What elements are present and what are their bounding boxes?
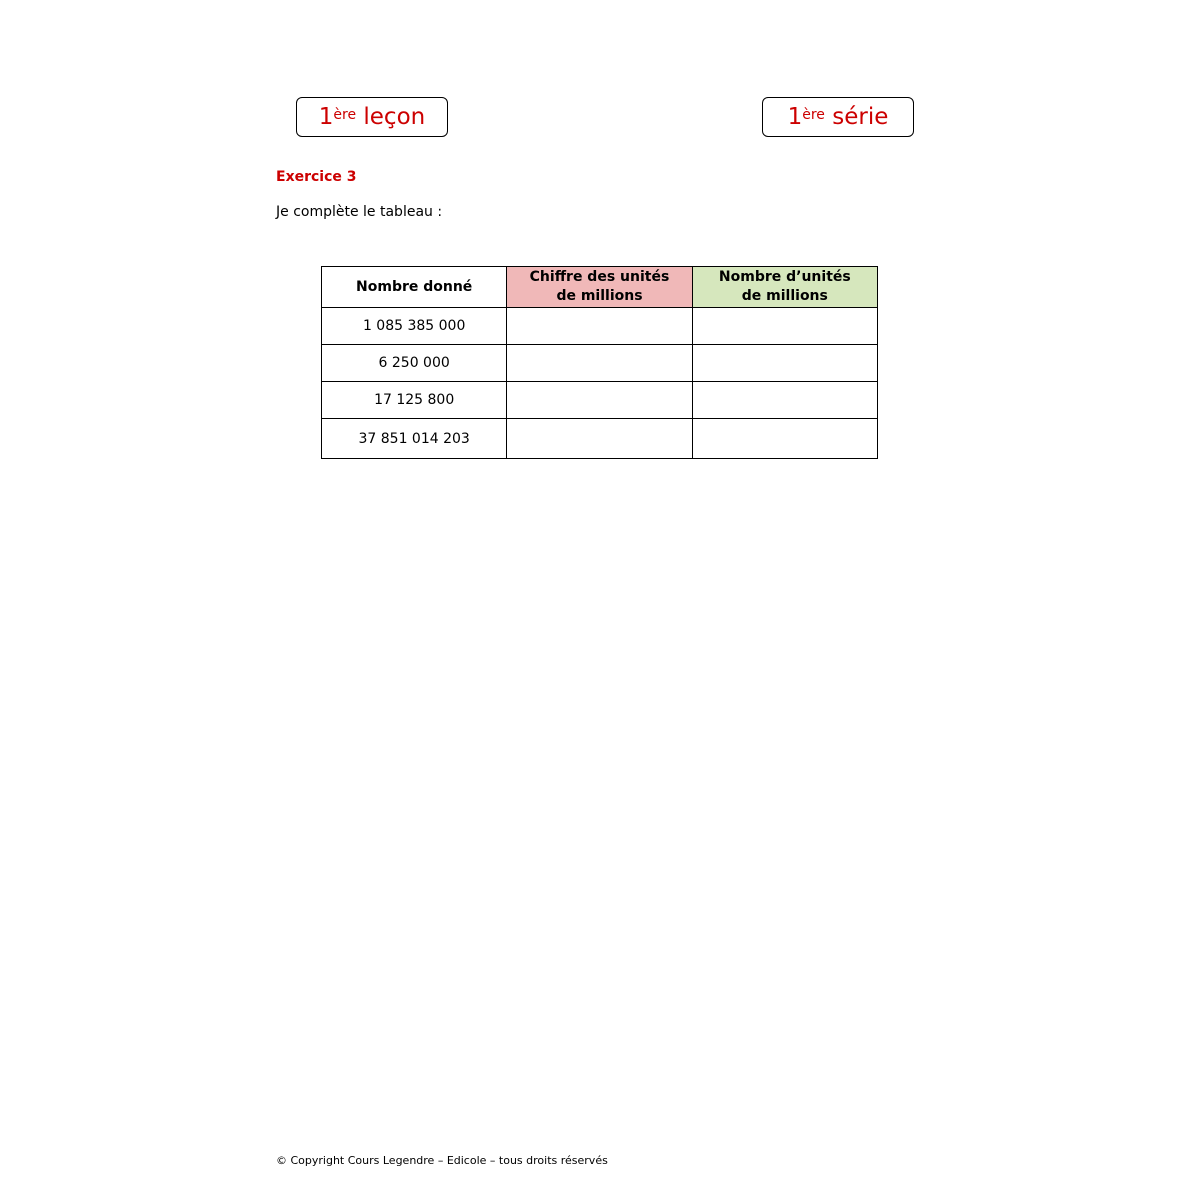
exercise-instruction: Je complète le tableau : <box>276 204 443 220</box>
millions-digit-answer-cell[interactable] <box>507 382 692 419</box>
series-label: série <box>832 104 889 130</box>
table-row <box>322 308 878 345</box>
millions-digit-answer-cell[interactable] <box>507 308 692 345</box>
given-number-cell: 6 250 000 <box>322 345 507 382</box>
header-given-number-label: Nombre donné <box>356 278 473 295</box>
lesson-suffix: ère <box>333 107 357 123</box>
millions-count-answer-cell[interactable] <box>692 345 877 382</box>
copyright-footer: © Copyright Cours Legendre – Edicole – tous droits réservés <box>276 1154 608 1167</box>
given-number-cell: 1 085 385 000 <box>322 308 507 345</box>
table-row <box>322 382 878 419</box>
header-millions-digit-line1: Chiffre des unités <box>529 269 670 285</box>
series-number: 1 <box>787 104 803 130</box>
table-row <box>322 345 878 382</box>
table-row <box>322 419 878 459</box>
millions-count-answer-cell[interactable] <box>692 382 877 419</box>
lesson-number: 1 <box>318 104 334 130</box>
header-millions-count <box>692 267 877 308</box>
header-given-number <box>322 267 507 308</box>
header-millions-digit <box>507 267 692 308</box>
millions-count-answer-cell[interactable] <box>692 419 877 459</box>
exercise-title: Exercice 3 <box>276 169 357 185</box>
given-number-cell: 17 125 800 <box>322 382 507 419</box>
millions-digit-answer-cell[interactable] <box>507 345 692 382</box>
table-header-row <box>322 267 878 308</box>
header-millions-digit-line2: de millions <box>556 288 643 304</box>
millions-count-answer-cell[interactable] <box>692 308 877 345</box>
header-millions-count-line2: de millions <box>741 288 828 304</box>
lesson-badge <box>296 97 448 137</box>
millions-digit-answer-cell[interactable] <box>507 419 692 459</box>
exercise-table <box>321 266 878 459</box>
header-millions-count-line1: Nombre d’unités <box>718 269 851 285</box>
lesson-label: leçon <box>363 104 426 130</box>
series-suffix: ère <box>802 107 825 123</box>
given-number-cell: 37 851 014 203 <box>322 419 507 459</box>
series-badge <box>762 97 914 137</box>
